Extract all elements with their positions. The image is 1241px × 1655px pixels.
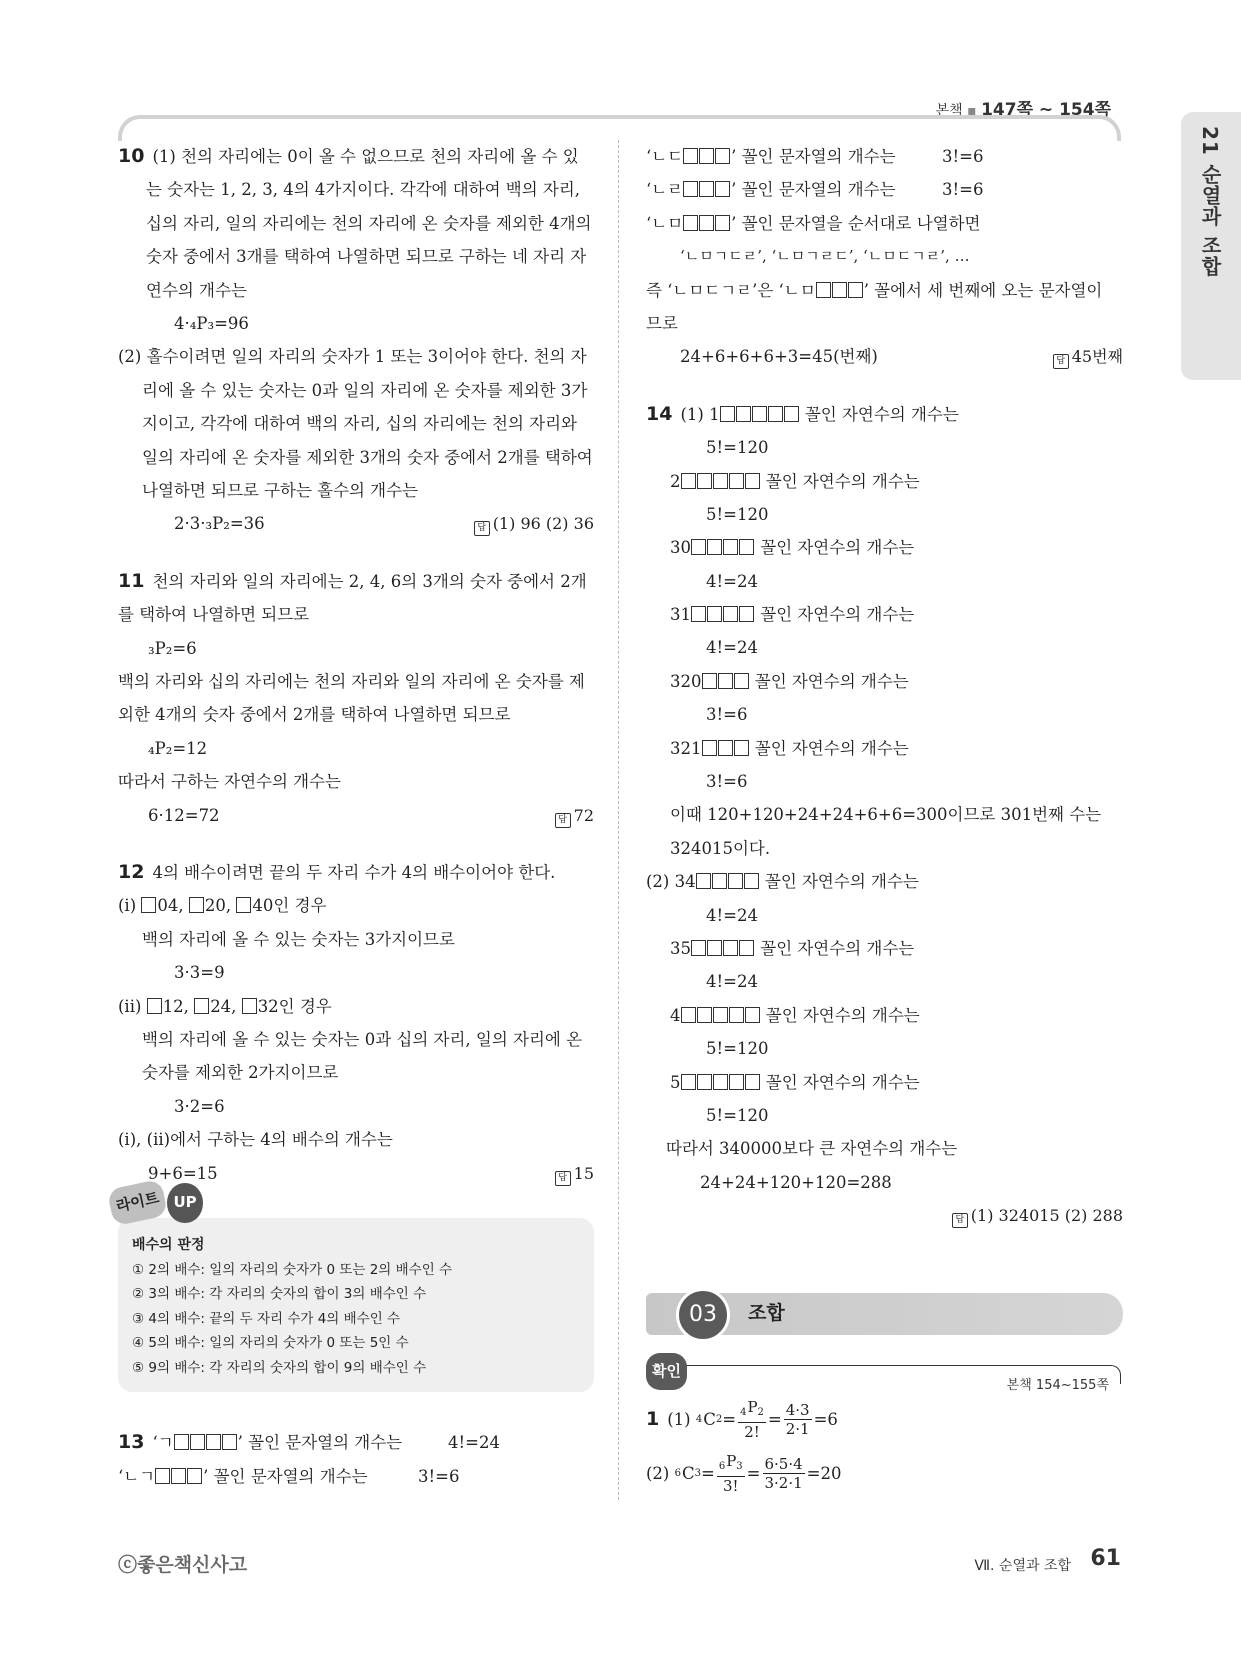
number-prefix: 320 xyxy=(670,671,702,691)
blank-box xyxy=(683,148,698,164)
answer-icon: 답 xyxy=(1053,354,1069,369)
check-problem-1: 1 (1) 4 C 2 = $\frac{_4P_2}{2!}$ = $\frac{4\cdot 3}{2\cdot 1}$ =6 (2) 6 C 3 = $\frac{_6P_3}{3!}$ = $\frac{6\cdot 5\cdot 4}{3\cdot 2\cdot 1}$ =20 xyxy=(646,1398,842,1495)
left-column xyxy=(114,140,594,1493)
tip-box xyxy=(114,1188,594,1393)
problem-11 xyxy=(118,565,594,832)
denominator: 3·2·1 xyxy=(764,1474,803,1492)
blank-box xyxy=(729,473,744,489)
footer-section-title: Ⅶ. 순열과 조합 xyxy=(974,1558,1071,1574)
case-value: 32인 경우 xyxy=(257,996,332,1016)
pattern-count: 3!=6 xyxy=(942,180,984,200)
subscript: 6 xyxy=(718,1461,726,1472)
q11-text1: 천의 자리와 일의 자리에는 2, 4, 6의 3개의 숫자 중에서 2개를 택하여 나열하면 되므로 xyxy=(118,571,587,625)
blank-box xyxy=(816,282,831,298)
blank-box xyxy=(718,673,733,689)
problem-13-continued xyxy=(646,140,1123,374)
case-value: 20, xyxy=(204,896,232,916)
answer xyxy=(1053,340,1123,373)
pattern-count: 3!=6 xyxy=(418,1466,460,1486)
blank-box xyxy=(739,940,754,956)
check-badge: 확인 xyxy=(646,1353,687,1390)
fraction xyxy=(738,1398,766,1441)
number-prefix: (2) 34 xyxy=(646,872,696,892)
blank-box xyxy=(729,1007,744,1023)
blank-box xyxy=(683,181,698,197)
count-value: 4!=24 xyxy=(706,571,758,591)
count-value: 5!=120 xyxy=(706,1105,769,1125)
number-suffix: 꼴인 자연수의 개수는 xyxy=(760,938,915,958)
blank-box xyxy=(683,215,698,231)
case-value: 24, xyxy=(210,996,237,1016)
problem-number: 1 xyxy=(646,1407,660,1430)
subscript: 2 xyxy=(715,1413,723,1425)
page-reference: 본책 ▪ 147쪽 ~ 154쪽 xyxy=(935,100,1111,120)
problem-12 xyxy=(118,856,594,1190)
blank-box xyxy=(691,606,706,622)
blank-box xyxy=(745,1074,760,1090)
number-prefix: (1) 1 xyxy=(680,404,720,424)
q13-formula: 24+6+6+6+3=45(번째) xyxy=(680,347,878,367)
q11-formula2: ₄P₂=12 xyxy=(148,738,208,758)
page-ref-pages: 147쪽 ~ 154쪽 xyxy=(981,100,1111,120)
blank-box xyxy=(707,539,722,555)
subscript: 3 xyxy=(736,1461,743,1472)
q12-case2-formula: 3·2=6 xyxy=(174,1096,225,1116)
q12-conclusion: (i), (ii)에서 구하는 4의 배수의 개수는 xyxy=(118,1130,393,1150)
numerator: 6·5·4 xyxy=(764,1455,803,1473)
problem-number: 14 xyxy=(646,402,673,425)
blank-box xyxy=(147,998,162,1014)
blank-box xyxy=(723,940,738,956)
blank-box xyxy=(723,606,738,622)
blank-box xyxy=(728,873,743,889)
number-suffix: 꼴인 자연수의 개수는 xyxy=(764,872,919,892)
blank-box xyxy=(715,215,730,231)
fraction xyxy=(763,1455,805,1492)
number-prefix: 35 xyxy=(670,938,691,958)
header-rule xyxy=(118,115,1121,141)
q10-part2-text: (2) 홀수이려면 일의 자리의 숫자가 1 또는 3이어야 한다. 천의 자리에 올 수 있는 숫자는 0과 일의 자리에 온 숫자를 제외한 3가지이고, 각각에 대하여 백의 자리, 십의 자리에는 천의 자리와 일의 자리에 온 숫자를 제외한 3개의 숫자 중에서 2개를 택하여 나열하면 되므로 구하는 홀수의 개수는 xyxy=(118,347,593,501)
tip-badge xyxy=(110,1186,203,1220)
q12-case2-text: 백의 자리에 올 수 있는 숫자는 0과 십의 자리, 일의 자리에 온 숫자를 제외한 2가지이므로 xyxy=(142,1029,583,1083)
blank-box xyxy=(702,740,717,756)
blank-box xyxy=(697,1074,712,1090)
blank-box xyxy=(734,740,749,756)
count-value: 4!=24 xyxy=(706,638,758,658)
pattern-suffix: ’ 꼴에서 세 번째에 오는 문자열이 xyxy=(863,280,1103,300)
blank-box xyxy=(707,940,722,956)
number-prefix: 2 xyxy=(670,471,681,491)
q14-conclusion-2: 324015이다. xyxy=(670,838,771,858)
blank-box xyxy=(141,897,156,913)
number-suffix: 꼴인 자연수의 개수는 xyxy=(765,1072,920,1092)
pattern-suffix: ’ 꼴인 문자열을 순서대로 나열하면 xyxy=(731,213,981,233)
q10-part1-text: (1) 천의 자리에는 0이 올 수 없으므로 천의 자리에 올 수 있는 숫자는 1, 2, 3, 4의 4가지이다. 각각에 대하여 백의 자리, 십의 자리, 일의 자리에는 천의 자리에 온 숫자를 제외한 4개의 숫자 중에서 3개를 택하여 나열하면 되므로 구하는 네 자리 자연수의 개수는 xyxy=(146,147,592,300)
check-row xyxy=(646,1351,1123,1393)
result: =6 xyxy=(813,1409,838,1429)
q13-sequence: ‘ㄴㅁㄱㄷㄹ’, ‘ㄴㅁㄱㄹㄷ’, ‘ㄴㅁㄷㄱㄹ’, … xyxy=(680,247,970,266)
pattern-prefix: ‘ㄴㄱ xyxy=(118,1466,156,1486)
problem-number: 13 xyxy=(118,1431,145,1454)
check-reference: 본책 154~155쪽 xyxy=(1006,1377,1109,1393)
blank-box xyxy=(715,148,730,164)
q11-formula3: 6·12=72 xyxy=(148,805,220,825)
blank-box xyxy=(236,897,251,913)
blank-box xyxy=(720,406,735,422)
case-value: 40인 경우 xyxy=(252,896,327,916)
q12-case1-formula: 3·3=9 xyxy=(174,963,225,983)
number-prefix: 5 xyxy=(670,1072,681,1092)
count-value: 5!=120 xyxy=(706,1039,769,1059)
blank-box xyxy=(691,940,706,956)
tip-badge-up: UP xyxy=(167,1183,202,1222)
blank-box xyxy=(187,1468,202,1484)
blank-box xyxy=(699,215,714,231)
subscript: 2 xyxy=(757,1407,764,1418)
answer-icon: 답 xyxy=(555,1171,571,1186)
count-value: 5!=120 xyxy=(706,504,769,524)
blank-box xyxy=(696,873,711,889)
tip-item: ⑤ 9의 배수: 각 자리의 숫자의 합이 9의 배수인 수 xyxy=(132,1359,427,1376)
tip-item: ① 2의 배수: 일의 자리의 숫자가 0 또는 2의 배수인 수 xyxy=(132,1261,453,1278)
problem-number: 12 xyxy=(118,861,145,884)
q10-part1-formula: 4·₄P₃=96 xyxy=(174,314,249,334)
combination-symbol: C xyxy=(682,1463,695,1483)
case-value: 12, xyxy=(162,996,189,1016)
problem-10 xyxy=(118,140,594,541)
tip-badge-light: 라이트 xyxy=(107,1179,169,1227)
count-value: 5!=120 xyxy=(706,438,769,458)
count-value: 3!=6 xyxy=(706,772,748,792)
pattern-suffix: ’ 꼴인 문자열의 개수는 xyxy=(731,180,896,200)
count-value: 3!=6 xyxy=(706,705,748,725)
answer xyxy=(952,1199,1123,1232)
answer-value: (1) 324015 (2) 288 xyxy=(970,1206,1123,1226)
number-suffix: 꼴인 자연수의 개수는 xyxy=(765,471,920,491)
page-ref-label: 본책 xyxy=(935,103,963,119)
denominator: 3! xyxy=(722,1477,739,1495)
pattern-count: 4!=24 xyxy=(448,1433,500,1453)
blank-box xyxy=(190,1434,205,1450)
pattern-prefix: ‘ㄴㄹ xyxy=(646,180,684,200)
chapter-tab-label: 21 순열과 조합 xyxy=(1198,126,1222,277)
blank-box xyxy=(707,606,722,622)
blank-box xyxy=(174,1434,189,1450)
subscript: 4 xyxy=(740,1407,747,1418)
number-prefix: 31 xyxy=(670,605,691,625)
blank-box xyxy=(699,181,714,197)
q14-b-formula: 24+24+120+120=288 xyxy=(700,1172,892,1192)
blank-box xyxy=(734,673,749,689)
problem-number: 11 xyxy=(118,569,145,592)
q11-text2: 백의 자리와 십의 자리에는 천의 자리와 일의 자리에 온 숫자를 제외한 4개의 숫자 중에서 2개를 택하여 나열하면 되므로 xyxy=(118,672,585,725)
q11-formula1: ₃P₂=6 xyxy=(148,638,197,658)
answer xyxy=(555,799,594,832)
blank-box xyxy=(712,873,727,889)
tip-item: ③ 4의 배수: 끝의 두 자리 수가 4의 배수인 수 xyxy=(132,1310,401,1327)
blank-box xyxy=(768,406,783,422)
answer-icon: 답 xyxy=(952,1213,968,1228)
pattern-count: 3!=6 xyxy=(942,147,984,166)
tip-item: ④ 5의 배수: 일의 자리의 숫자가 0 또는 5인 수 xyxy=(132,1335,409,1352)
fraction xyxy=(784,1401,812,1438)
blank-box xyxy=(222,1434,237,1450)
blank-box xyxy=(713,1007,728,1023)
case-label: (i) xyxy=(118,896,137,916)
number-prefix: 321 xyxy=(670,738,702,758)
number-suffix: 꼴인 자연수의 개수는 xyxy=(754,671,909,691)
pattern-prefix: ‘ㄴㅁ xyxy=(646,213,684,233)
blank-box xyxy=(697,1007,712,1023)
count-value: 4!=24 xyxy=(706,905,758,925)
blank-box xyxy=(752,406,767,422)
blank-box xyxy=(745,473,760,489)
section-heading xyxy=(646,1293,1123,1335)
blank-box xyxy=(691,539,706,555)
number-suffix: 꼴인 자연수의 개수는 xyxy=(760,605,915,625)
blank-box xyxy=(681,473,696,489)
number-prefix: 30 xyxy=(670,538,691,558)
blank-box xyxy=(681,1074,696,1090)
q11-text3: 따라서 구하는 자연수의 개수는 xyxy=(118,772,341,792)
result: =20 xyxy=(806,1463,842,1483)
answer-value: 72 xyxy=(573,805,594,825)
blank-box xyxy=(784,406,799,422)
number-suffix: 꼴인 자연수의 개수는 xyxy=(804,404,959,424)
blank-box xyxy=(745,1007,760,1023)
blank-box xyxy=(713,1074,728,1090)
blank-box xyxy=(739,539,754,555)
combination-symbol: C xyxy=(703,1409,716,1429)
blank-box xyxy=(699,148,714,164)
answer-value: 45번째 xyxy=(1071,347,1123,367)
pattern-suffix: ’ 꼴인 문자열의 개수는 xyxy=(203,1466,368,1486)
answer xyxy=(474,507,594,540)
part-label: (1) xyxy=(667,1409,691,1429)
q13-line8: 므로 xyxy=(646,313,678,333)
tip-item: ② 3의 배수: 각 자리의 숫자의 합이 3의 배수인 수 xyxy=(132,1286,427,1303)
pattern-suffix: ’ 꼴인 문자열의 개수는 xyxy=(731,147,896,166)
blank-box xyxy=(713,473,728,489)
q14-b-conclusion: 따라서 340000보다 큰 자연수의 개수는 xyxy=(666,1139,958,1159)
tip-title: 배수의 판정 xyxy=(132,1236,205,1253)
section-title: 조합 xyxy=(748,1301,785,1324)
problem-14 xyxy=(646,398,1123,1233)
subscript: 4 xyxy=(695,1413,703,1425)
blank-box xyxy=(739,606,754,622)
problem-number: 10 xyxy=(118,145,145,167)
blank-box xyxy=(729,1074,744,1090)
number-prefix: 4 xyxy=(670,1005,681,1025)
permutation-symbol: P xyxy=(726,1452,737,1470)
q14-conclusion-1: 이때 120+120+24+24+6+6=300이므로 301번째 수는 xyxy=(670,805,1102,825)
pattern-prefix: 즉 ‘ㄴㅁㄷㄱㄹ’은 ‘ㄴㅁ xyxy=(646,280,816,300)
count-value: 4!=24 xyxy=(706,972,758,992)
blank-box xyxy=(715,181,730,197)
page-number: 61 xyxy=(1090,1546,1121,1571)
answer xyxy=(555,1157,594,1190)
blank-box xyxy=(697,473,712,489)
number-suffix: 꼴인 자연수의 개수는 xyxy=(754,738,909,758)
section-number: 03 xyxy=(676,1288,730,1342)
blank-box xyxy=(744,873,759,889)
blank-box xyxy=(194,998,209,1014)
blank-box xyxy=(832,282,847,298)
number-suffix: 꼴인 자연수의 개수는 xyxy=(765,1005,920,1025)
denominator: 2·1 xyxy=(785,1420,810,1438)
case-value: 04, xyxy=(157,896,184,916)
answer-icon: 답 xyxy=(474,521,490,536)
publisher-logo: ⓒ좋은책신사고 xyxy=(118,1554,248,1576)
blank-box xyxy=(189,897,204,913)
number-suffix: 꼴인 자연수의 개수는 xyxy=(760,538,915,558)
blank-box xyxy=(736,406,751,422)
blank-box xyxy=(848,282,863,298)
q12-text1: 4의 배수이려면 끝의 두 자리 수가 4의 배수이어야 한다. xyxy=(152,863,556,883)
case-label: (ii) xyxy=(118,996,142,1016)
problem-13 xyxy=(118,1426,594,1493)
blank-box xyxy=(171,1468,186,1484)
blank-box xyxy=(206,1434,221,1450)
subscript: 6 xyxy=(674,1467,681,1479)
blank-box xyxy=(702,673,717,689)
answer-icon: 답 xyxy=(555,813,571,828)
fraction xyxy=(717,1452,745,1495)
column-divider xyxy=(618,140,619,1500)
q12-case1-text: 백의 자리에 올 수 있는 숫자는 3가지이므로 xyxy=(142,929,455,949)
q12-final-formula: 9+6=15 xyxy=(148,1163,218,1183)
blank-box xyxy=(681,1007,696,1023)
answer-value: (1) 96 (2) 36 xyxy=(492,514,594,534)
right-column xyxy=(646,140,1123,1501)
permutation-symbol: P xyxy=(747,1398,758,1416)
blank-box xyxy=(718,740,733,756)
numerator: 4·3 xyxy=(785,1401,810,1419)
pattern-suffix: ’ 꼴인 문자열의 개수는 xyxy=(237,1433,403,1453)
answer-value: 15 xyxy=(573,1163,594,1183)
subscript: 3 xyxy=(694,1467,701,1479)
blank-box xyxy=(242,998,257,1014)
blank-box xyxy=(155,1468,170,1484)
part-label: (2) xyxy=(646,1463,670,1483)
blank-box xyxy=(723,539,738,555)
denominator: 2! xyxy=(744,1423,760,1441)
pattern-prefix: ‘ㄴㄷ xyxy=(646,147,684,166)
q10-part2-formula: 2·3·₃P₂=36 xyxy=(174,514,265,534)
pattern-prefix: ‘ㄱ xyxy=(152,1433,174,1453)
